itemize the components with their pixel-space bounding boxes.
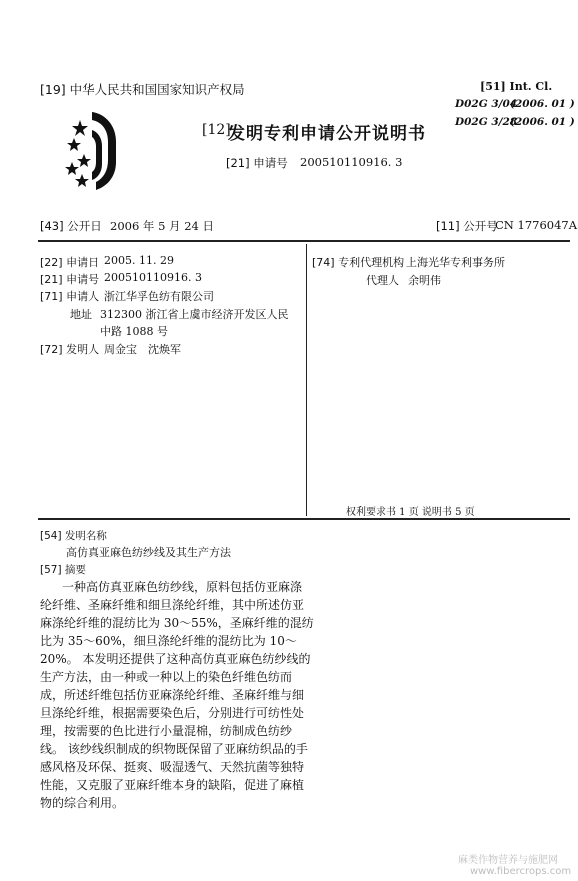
abstract-line: 麻涤纶纤维的混纺比为 30～55%，圣麻纤维的混纺 <box>40 616 314 630</box>
abstract-label: [57] 摘要 <box>40 564 86 576</box>
address-line-1: 312300 浙江省上虞市经济开发区人民 <box>100 308 289 321</box>
page-count: 权利要求书 1 页 说明书 5 页 <box>346 507 475 518</box>
publication-date-label: [43] 公开日 <box>40 219 102 233</box>
abstract-line: 物的综合利用。 <box>40 796 125 810</box>
int-cl-date-2: (2006. 01 ) <box>510 116 575 128</box>
agent-label: 代理人 <box>366 274 399 287</box>
publication-number: CN 1776047A <box>495 218 578 232</box>
document-kind-code: [12] <box>202 122 231 138</box>
application-number-label: [21] 申请号 <box>40 273 100 286</box>
abstract-line: 性能，又克服了亚麻纤维本身的缺陷，促进了麻植 <box>40 778 305 792</box>
applicant: 浙江华孚色纺有限公司 <box>104 290 214 303</box>
middle-rule <box>38 518 570 520</box>
application-number: 200510110916. 3 <box>104 271 202 284</box>
patent-office-emblem-icon <box>62 104 120 196</box>
abstract-line: 比为 35～60%，细旦涤纶纤维的混纺比为 10～ <box>40 634 297 648</box>
abstract-line: 成，所述纤维包括仿亚麻涤纶纤维、圣麻纤维与细 <box>40 688 305 702</box>
filing-date: 2005. 11. 29 <box>104 254 174 267</box>
agency-label: [74] 专利代理机构 <box>312 256 405 269</box>
header-application-number-label: [21] 申请号 <box>226 156 288 170</box>
inventors: 周金宝 沈焕军 <box>104 343 181 356</box>
abstract-line: 20%。 本发明还提供了这种高仿真亚麻色纺纱线的 <box>40 652 311 666</box>
int-cl-code-2: D02G 3/28 <box>455 116 518 128</box>
inventor-label: [72] 发明人 <box>40 343 100 356</box>
filing-date-label: [22] 申请日 <box>40 256 100 269</box>
int-cl-code-1: D02G 3/04 <box>455 98 518 110</box>
int-cl-label: [51] Int. Cl. <box>480 80 553 93</box>
watermark-site-name: 麻类作物营养与施肥网 <box>458 855 558 866</box>
center-divider <box>306 244 307 516</box>
issuing-office: [19] 中华人民共和国国家知识产权局 <box>40 82 245 97</box>
applicant-label: [71] 申请人 <box>40 290 100 303</box>
abstract-line: 线。 该纱线织制成的织物既保留了亚麻纺织品的手 <box>40 742 308 756</box>
invention-title: 高仿真亚麻色纺纱线及其生产方法 <box>66 546 231 559</box>
abstract-line: 感风格及环保、挺爽、吸湿透气、天然抗菌等独特 <box>40 760 305 774</box>
agency: 上海光华专利事务所 <box>406 256 505 269</box>
int-cl-date-1: (2006. 01 ) <box>510 98 575 110</box>
agent: 余明伟 <box>408 274 441 287</box>
abstract-line: 纶纤维、圣麻纤维和细旦涤纶纤维，其中所述仿亚 <box>40 598 305 612</box>
header-application-number: 200510110916. 3 <box>300 155 403 169</box>
address-line-2: 中路 1088 号 <box>100 325 168 338</box>
abstract-line: 一种高仿真亚麻色纺纱线，原料包括仿亚麻涤 <box>62 580 303 594</box>
publication-date: 2006 年 5 月 24 日 <box>110 219 214 233</box>
address-label: 地址 <box>70 308 92 321</box>
abstract-line: 理，按需要的色比进行小量混棉，纺制成色纺纱 <box>40 724 293 738</box>
watermark-url: www.fibercrops.com <box>470 866 572 877</box>
publication-number-label: [11] 公开号 <box>436 219 498 233</box>
abstract-line: 旦涤纶纤维，根据需要染色后，分别进行可纺性处 <box>40 706 305 720</box>
invention-title-label: [54] 发明名称 <box>40 530 107 542</box>
top-rule <box>38 240 570 242</box>
abstract-line: 生产方法，由一种或一种以上的染色纤维色纺而 <box>40 670 293 684</box>
document-type-title: 发明专利申请公开说明书 <box>228 124 426 144</box>
